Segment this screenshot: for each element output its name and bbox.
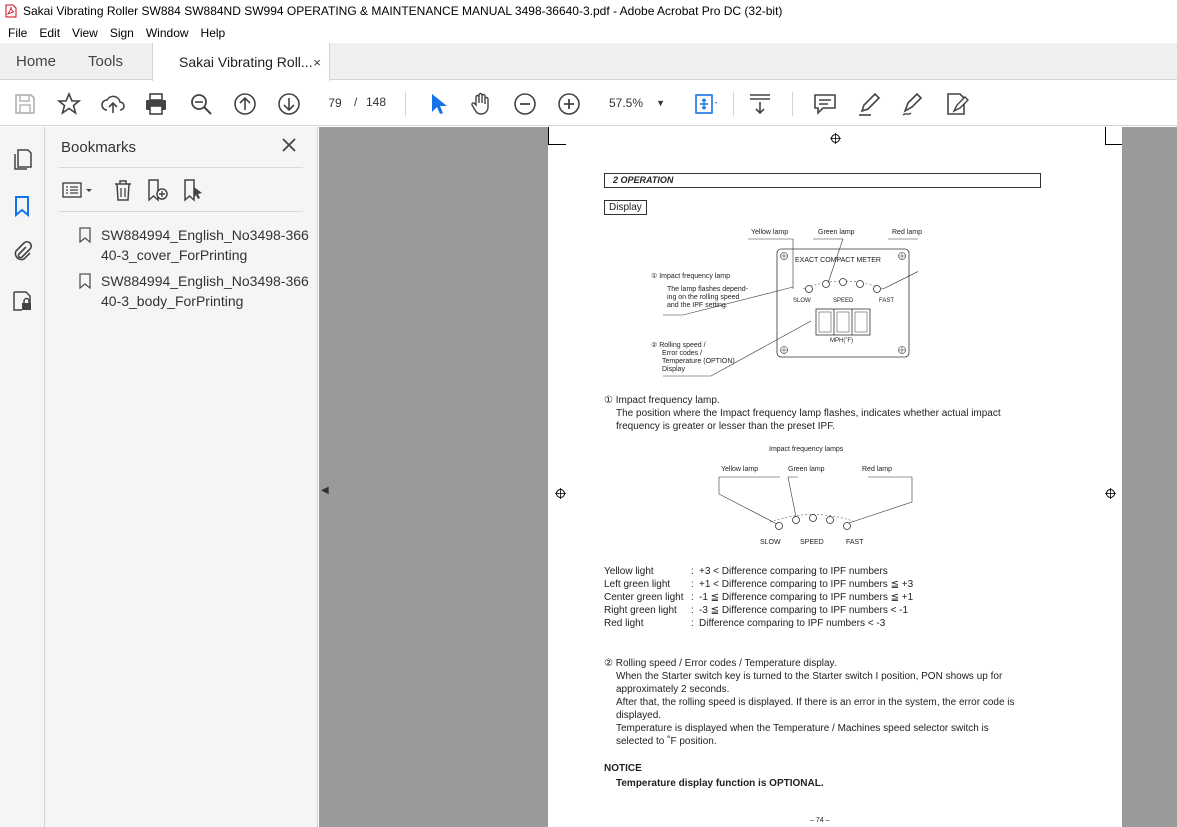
bookmarks-panel xyxy=(45,127,318,827)
crop-mark xyxy=(1105,144,1122,145)
pdf-page xyxy=(548,127,1122,827)
bookmark-icon xyxy=(79,227,91,243)
page-number-input[interactable]: 79 xyxy=(328,96,342,110)
paragraph-heading: ② Rolling speed / Error codes / Temperature display. xyxy=(604,658,837,669)
paragraph-text: frequency is greater or lesser than the preset IPF. xyxy=(616,421,835,432)
speed-label: SPEED xyxy=(833,298,854,304)
menu-bar xyxy=(0,22,1177,43)
bookmark-label: SW884994_English_No3498-36640-3_body_ForPrinting xyxy=(101,273,309,309)
left-navigation-strip xyxy=(0,127,45,827)
security-lock-icon[interactable] xyxy=(10,289,34,313)
red-lamp-label: Red lamp xyxy=(862,466,892,473)
slow-label: SLOW xyxy=(760,539,781,546)
zoom-level-select[interactable] xyxy=(603,92,667,114)
fit-page-icon[interactable] xyxy=(692,91,718,117)
callout-impact-lamp-title: ① Impact frequency lamp xyxy=(651,273,731,280)
next-page-icon[interactable] xyxy=(276,91,302,117)
callout-text: The lamp flashes depend- xyxy=(667,286,748,293)
table-desc: Difference comparing to IPF numbers < -3 xyxy=(699,618,886,629)
tab-bar xyxy=(0,43,1177,80)
display-heading: Display xyxy=(604,200,647,215)
toolbar-divider xyxy=(733,92,734,116)
crop-mark xyxy=(548,127,549,145)
page-total: 148 xyxy=(366,95,387,109)
table-desc: -3 ≦ Difference comparing to IPF numbers < -1 xyxy=(699,605,909,616)
toolbar-divider xyxy=(792,92,793,116)
bookmarks-panel-icon[interactable] xyxy=(10,194,34,218)
paragraph-text: selected to ˚F position. xyxy=(616,736,717,747)
table-colon: : xyxy=(691,618,694,629)
callout-text: and the IPF setting. xyxy=(667,302,728,309)
paragraph-text: When the Starter switch key is turned to the Starter switch Ι position, PON shows up for xyxy=(616,671,1003,682)
paragraph-heading: ① Impact frequency lamp. xyxy=(604,395,720,406)
scroll-mode-icon[interactable] xyxy=(747,91,773,117)
zoom-out-icon[interactable] xyxy=(512,91,538,117)
menu-help[interactable]: Help xyxy=(200,25,226,40)
tab-tools[interactable]: Tools xyxy=(88,53,124,70)
table-colon: : xyxy=(691,566,694,577)
callout-text: Temperature (OPTION) xyxy=(662,358,735,365)
menu-file[interactable]: File xyxy=(8,25,28,40)
close-icon[interactable] xyxy=(281,137,297,153)
table-label: Red light xyxy=(604,618,644,629)
save-icon[interactable] xyxy=(12,91,38,117)
paragraph-text: The position where the Impact frequency lamp flashes, indicates whether actual impact xyxy=(616,408,1001,419)
tab-document[interactable] xyxy=(152,43,330,81)
highlight-pen-icon[interactable] xyxy=(856,91,882,117)
chevron-down-icon: ▼ xyxy=(656,98,665,108)
paragraph-text: Temperature is displayed when the Temperature / Machines speed selector switch is xyxy=(616,723,989,734)
divider xyxy=(59,211,303,212)
paragraph-text: approximately 2 seconds. xyxy=(616,684,730,695)
upload-cloud-icon[interactable] xyxy=(100,91,126,117)
delete-bookmark-icon[interactable] xyxy=(111,178,135,202)
table-label: Left green light xyxy=(604,579,671,590)
paragraph-text: displayed. xyxy=(616,710,662,721)
table-colon: : xyxy=(691,605,694,616)
comment-icon[interactable] xyxy=(812,91,838,117)
page-thumbnails-icon[interactable] xyxy=(10,147,34,171)
fill-sign-icon[interactable] xyxy=(944,91,970,117)
crop-mark xyxy=(1105,127,1106,145)
table-desc: +1 < Difference comparing to IPF numbers ≦ +3 xyxy=(699,579,914,590)
title-bar xyxy=(0,0,1177,22)
acrobat-logo-icon xyxy=(5,4,17,18)
close-tab-icon[interactable]: × xyxy=(313,55,321,70)
find-bookmark-icon[interactable] xyxy=(181,178,205,202)
new-bookmark-icon[interactable] xyxy=(145,178,169,202)
table-colon: : xyxy=(691,592,694,603)
table-desc: -1 ≦ Difference comparing to IPF numbers ≦ +1 xyxy=(699,592,914,603)
callout-text: Display xyxy=(662,366,685,373)
callout-text: ing on the rolling speed xyxy=(667,294,740,301)
divider xyxy=(59,167,303,168)
tab-home[interactable]: Home xyxy=(16,53,57,70)
menu-view[interactable]: View xyxy=(72,25,98,40)
table-label: Right green light xyxy=(604,605,677,616)
table-label: Yellow light xyxy=(604,566,654,577)
registration-mark-icon xyxy=(555,488,566,499)
hand-tool-icon[interactable] xyxy=(468,91,494,117)
impact-frequency-lamps-title: Impact frequency lamps xyxy=(769,446,844,453)
callout-text: ② Rolling speed / xyxy=(651,342,706,349)
paragraph-text: After that, the rolling speed is displayed. If there is an error in the system, the error code is xyxy=(616,697,1015,708)
zoom-level-value: 57.5% xyxy=(609,96,644,110)
table-desc: +3 < Difference comparing to IPF numbers xyxy=(699,566,888,577)
yellow-lamp-label: Yellow lamp xyxy=(721,466,759,473)
bookmark-label: SW884994_English_No3498-36640-3_cover_ForPrinting xyxy=(101,227,309,263)
menu-sign[interactable]: Sign xyxy=(109,25,134,40)
previous-page-icon[interactable] xyxy=(232,91,258,117)
zoom-out-search-icon[interactable] xyxy=(188,91,214,117)
registration-mark-icon xyxy=(830,133,841,144)
meter-title: EXACT COMPACT METER xyxy=(795,257,881,264)
green-lamp-label: Green lamp xyxy=(788,466,825,473)
toolbar xyxy=(0,81,1177,126)
bookmarks-panel-title: Bookmarks xyxy=(61,139,137,156)
callout-text: Error codes / xyxy=(662,350,703,357)
page-separator: / xyxy=(354,95,358,109)
attachments-icon[interactable] xyxy=(10,240,34,264)
tab-document-label: Sakai Vibrating Roll... xyxy=(179,54,313,70)
menu-edit[interactable]: Edit xyxy=(39,25,61,40)
red-lamp-label: Red lamp xyxy=(892,229,922,236)
registration-mark-icon xyxy=(1105,488,1116,499)
speed-label: SPEED xyxy=(800,539,824,546)
crop-mark xyxy=(548,144,566,145)
fast-label: FAST xyxy=(846,539,864,546)
unit-label: MPH(˚F) xyxy=(830,338,853,344)
table-colon: : xyxy=(691,579,694,590)
document-viewer[interactable] xyxy=(319,127,1177,827)
page-number-footer: – 74 – xyxy=(810,817,830,824)
green-lamp-label: Green lamp xyxy=(818,229,855,236)
bookmark-star-icon[interactable] xyxy=(56,91,82,117)
collapse-panel-icon[interactable]: ◀ xyxy=(321,485,329,496)
notice-text: Temperature display function is OPTIONAL. xyxy=(616,778,824,789)
bookmark-icon xyxy=(79,273,91,289)
zoom-in-icon[interactable] xyxy=(556,91,582,117)
section-header: 2 OPERATION xyxy=(604,173,1041,188)
fast-label: FAST xyxy=(879,298,895,304)
slow-label: SLOW xyxy=(793,298,811,304)
toolbar-divider xyxy=(405,92,406,116)
table-label: Center green light xyxy=(604,592,684,603)
notice-heading: NOTICE xyxy=(604,763,642,774)
select-cursor-icon[interactable] xyxy=(424,91,450,117)
menu-window[interactable]: Window xyxy=(145,25,189,40)
window-title: Sakai Vibrating Roller SW884 SW884ND SW994 OPERATING & MAINTENANCE MANUAL 3498-36640-3.pdf - Adobe Acrobat Pro DC (32-bit) xyxy=(23,4,783,18)
print-icon[interactable] xyxy=(143,91,169,117)
bookmark-options-icon[interactable] xyxy=(61,178,97,202)
yellow-lamp-label: Yellow lamp xyxy=(751,229,789,236)
draw-sign-icon[interactable] xyxy=(900,91,926,117)
